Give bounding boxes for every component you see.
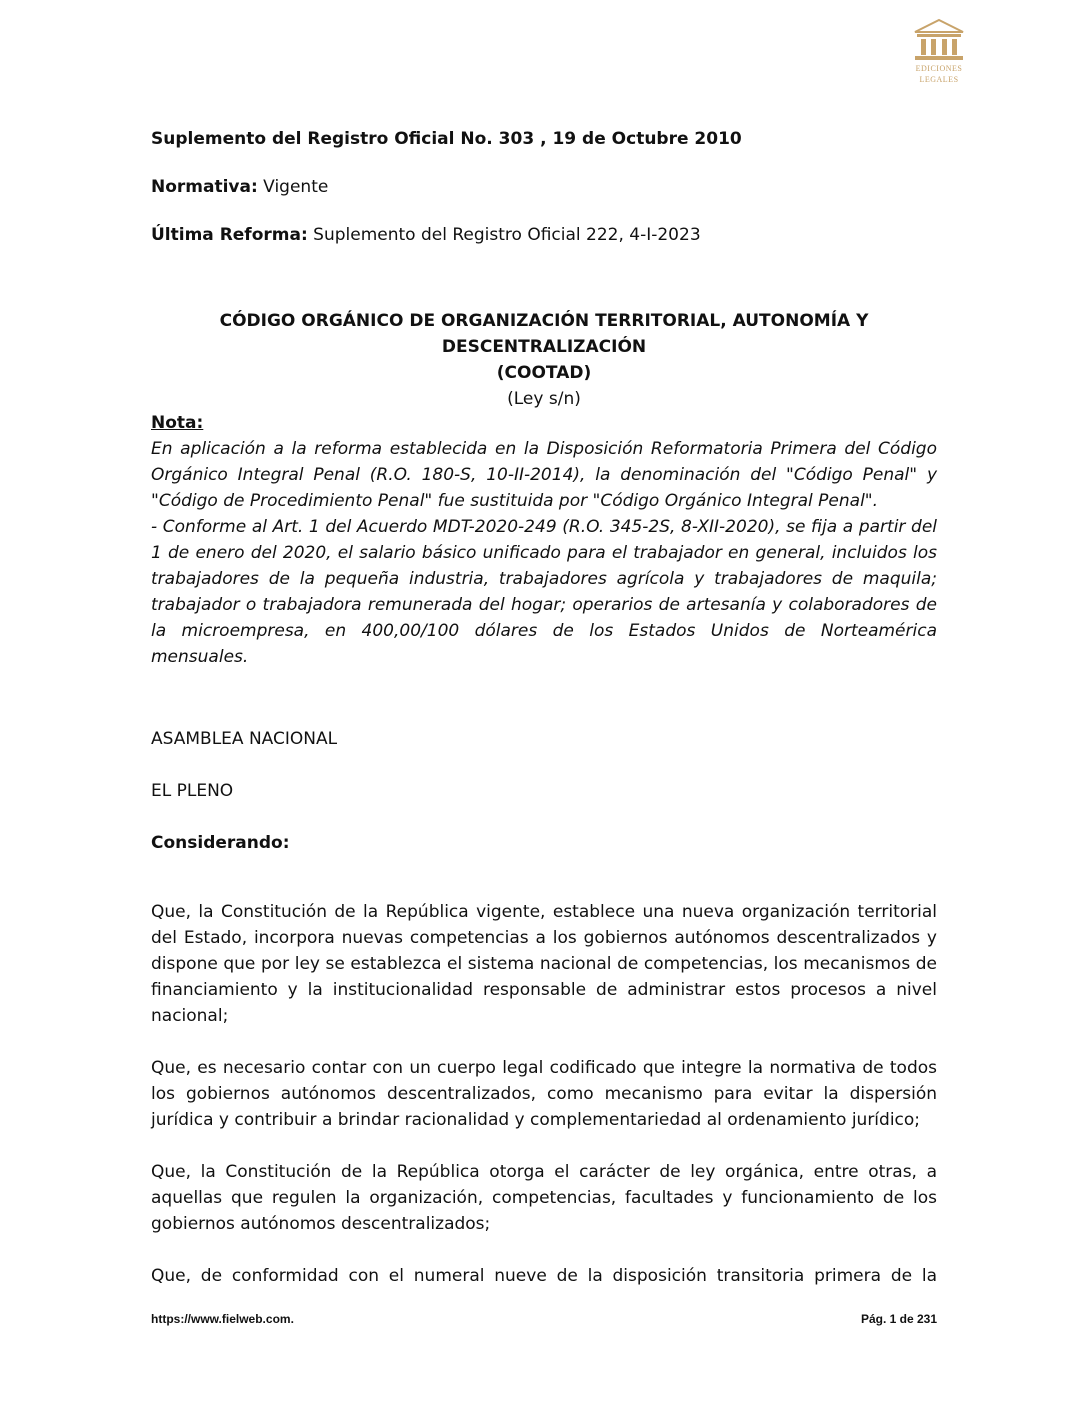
title-line-3: (COOTAD) — [496, 363, 592, 383]
normativa-value: Vigente — [257, 177, 329, 197]
considerando-paragraph-3: Que, la Constitución de la República otorga el carácter de ley orgánica, entre otras, a aquellas que regulen la organización, competencias, facultades y funcionamiento de los gobiernos autónomos descentralizados; — [151, 1162, 937, 1234]
publisher-logo — [906, 18, 972, 84]
title-line-2: DESCENTRALIZACIÓN — [441, 337, 647, 357]
considerando-paragraph-1: Que, la Constitución de la República vigente, establece una nueva organización territorial del Estado, incorpora nuevas competencias a los gobiernos autónomos descentralizados y dispone que por ley se establezca el sistema nacional de competencias, los mecanismos de financiamiento y la institucionalidad responsable de administrar estos procesos a nivel nacional; — [151, 902, 937, 1026]
asamblea-heading: ASAMBLEA NACIONAL — [151, 729, 338, 749]
nota-paragraph-1: En aplicación a la reforma establecida en la Disposición Reformatoria Primera del Código Orgánico Integral Penal (R.O. 180-S, 10-II-2014), la denominación del "Código Penal" y "Código de Procedimiento Penal" fue sustituida por "Código Orgánico Integral Penal". — [151, 439, 937, 511]
nota-text — [151, 436, 937, 670]
considerando-paragraph-2: Que, es necesario contar con un cuerpo legal codificado que integre la normativa de todos los gobiernos autónomos descentralizados, como mecanismo para evitar la dispersión jurídica y contribuir a brindar racionalidad y complementariedad al ordenamiento jurídico; — [151, 1058, 937, 1130]
logo-text-line2: LEGALES — [919, 75, 959, 84]
nota-section — [151, 410, 937, 670]
pleno-heading: EL PLENO — [151, 781, 234, 801]
considerando-heading: Considerando: — [151, 833, 290, 853]
title-line-1: CÓDIGO ORGÁNICO DE ORGANIZACIÓN TERRITORIAL, AUTONOMÍA Y — [219, 311, 869, 331]
nota-label: Nota: — [151, 413, 204, 433]
page-footer — [151, 1312, 937, 1326]
considerando-paragraph-4: Que, de conformidad con el numeral nueve de la disposición transitoria primera de la — [151, 1266, 937, 1286]
reforma-value: Suplemento del Registro Oficial 222, 4-I-2023 — [307, 225, 701, 245]
title-line-4: (Ley s/n) — [507, 389, 581, 409]
page-number: Pág. 1 de 231 — [860, 1312, 937, 1326]
nota-paragraph-2: - Conforme al Art. 1 del Acuerdo MDT-2020-249 (R.O. 345-2S, 8-XII-2020), se fija a partir del 1 de enero del 2020, el salario básico unificado para el trabajador en general, incluidos los trabajadores de la pequeña industria, trabajadores agrícola y trabajadores de maquila; trabajador o trabajadora remunerada del hogar; operarios de artesanía y colaboradores de la microempresa, en 400,00/100 dólares de los Estados Unidos de Norteamérica mensuales. — [151, 517, 937, 667]
document-title — [151, 308, 937, 412]
normativa-label: Normativa: — [151, 177, 258, 197]
normativa — [151, 174, 328, 200]
logo-text-line1: EDICIONES — [915, 64, 963, 73]
registro-oficial: Suplemento del Registro Oficial No. 303 , 19 de Octubre 2010 — [151, 129, 742, 149]
building-columns-icon — [911, 18, 967, 62]
footer-url[interactable]: https://www.fielweb.com. — [151, 1312, 294, 1326]
reforma-label: Última Reforma: — [151, 225, 308, 245]
ultima-reforma — [151, 222, 701, 248]
